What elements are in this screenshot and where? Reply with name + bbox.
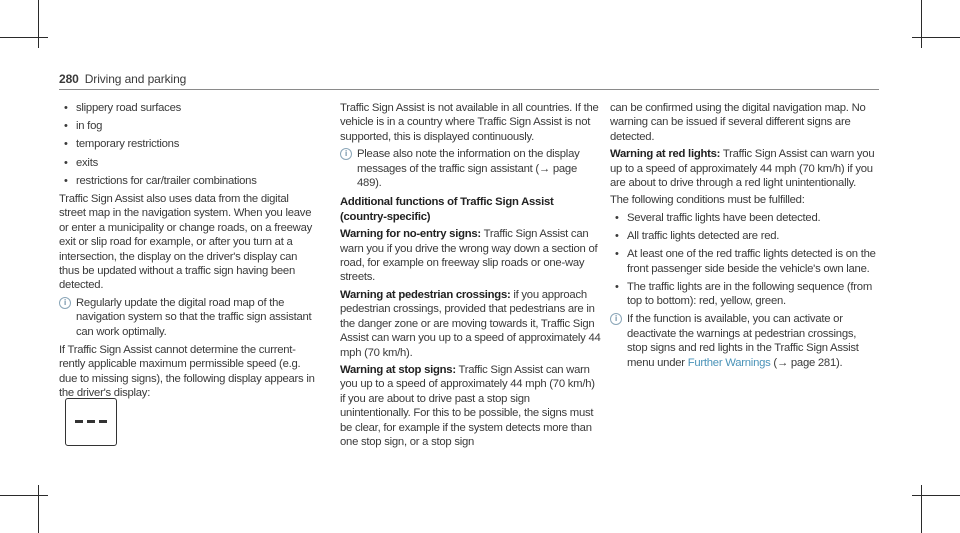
list-item: • Several traffic lights have been detected. (610, 211, 878, 225)
info-icon: i (610, 313, 622, 325)
page-number: 280 (59, 72, 79, 86)
note-text: (→ page 281). (770, 356, 843, 369)
section-title: Driving and parking (84, 72, 187, 86)
paragraph: Traffic Sign Assist also uses data from the digital street map in the navigation system. When you leave or enter a municipality or change roads, on a freeway exit or slip road for example, or after you turn at a intersection, the display on the driver's display can thus be updated without a traffic sign having been detected. (59, 193, 312, 292)
crop-mark (912, 495, 960, 496)
condition-list (59, 101, 315, 188)
list-item: • exits (59, 156, 315, 170)
crop-mark (0, 37, 48, 38)
text: Traffic Sign Assist can warn you if you drive the wrong way down a section of road, for example on freeway slip roads or one-way streets. (340, 228, 598, 284)
text: Traffic Sign Assist can warn you up to a speed of approximately 44 mph (70 km/h) if you are about to drive through a red light unintentionally. (610, 148, 875, 190)
info-icon: i (59, 297, 71, 309)
list-item: • restrictions for car/trailer combinations (59, 174, 315, 188)
no-speed-limit-dashes-icon (65, 398, 117, 446)
crop-mark (921, 485, 922, 533)
crop-mark (0, 495, 48, 496)
list-item: • At least one of the red traffic lights detected is on the front passenger side beside the vehicle's own lane. (610, 247, 878, 276)
paragraph (340, 288, 602, 360)
header-rule (59, 89, 879, 90)
page-header (59, 72, 186, 86)
paragraph (610, 147, 878, 190)
note-text: If the function is available, you can activate or deactivate the warnings at pedestrian crossings, stop signs and red lights in the Traffic Sign Assist menu under (627, 313, 859, 369)
list-item: • slippery road surfaces (59, 101, 315, 115)
condition-list (610, 211, 878, 309)
info-note (610, 312, 878, 370)
label: Warning for no-entry signs: (340, 228, 481, 241)
info-icon: i (340, 148, 352, 160)
paragraph (340, 227, 602, 285)
further-warnings-link[interactable]: Further Warnings (687, 356, 771, 369)
column-right (610, 101, 878, 374)
crop-mark (921, 0, 922, 48)
note-text: Please also note the information on the display messages of the traffic sign assistant (→ page 489). (357, 148, 580, 190)
list-item: • The traffic lights are in the following sequence (from top to bottom): red, yellow, green. (610, 280, 878, 309)
paragraph: Traffic Sign Assist is not available in all countries. If the vehicle is in a country where Traffic Sign Assist is not supported, this is displayed continuously. (340, 102, 599, 143)
label: Warning at pedestrian crossings: (340, 288, 511, 301)
crop-mark (38, 0, 39, 48)
info-note (59, 296, 315, 339)
paragraph: can be confirmed using the digital navigation map. No warning can be issued if several different signs are detected. (610, 102, 866, 143)
paragraph: If Traffic Sign Assist cannot determine the current- rently applicable maximum permissible speed (e.g. due to missing signs), the following display appears in the driver's display: (59, 344, 315, 400)
info-note (340, 147, 602, 190)
label: Warning at stop signs: (340, 363, 456, 376)
section-heading: Additional functions of Traffic Sign Assist (country-specific) (340, 196, 554, 223)
paragraph: The following conditions must be fulfilled: (610, 194, 805, 207)
text: if you approach pedestrian crossings, provided that pedestrians are in the danger zone or are moving towards it, Traffic Sign Assist can warn you up to a speed of approximately 44 mph (70 km/h). (340, 288, 601, 359)
list-item: • All traffic lights detected are red. (610, 229, 878, 243)
text: Traffic Sign Assist can warn you up to a speed of approximately 44 mph (70 km/h) if you are about to drive past a stop sign unintentionally. For this to be possible, the signs must be clear, for example if the system detects more than one stop sign, or a stop sign (340, 363, 595, 448)
note-text: Regularly update the digital road map of the navigation system so that the traffic sign assistant can work optimally. (76, 296, 312, 338)
column-left (59, 101, 315, 404)
column-middle (340, 101, 602, 452)
list-item: • temporary restrictions (59, 137, 315, 151)
paragraph (340, 363, 602, 449)
label: Warning at red lights: (610, 148, 721, 161)
crop-mark (912, 37, 960, 38)
crop-mark (38, 485, 39, 533)
list-item: • in fog (59, 119, 315, 133)
